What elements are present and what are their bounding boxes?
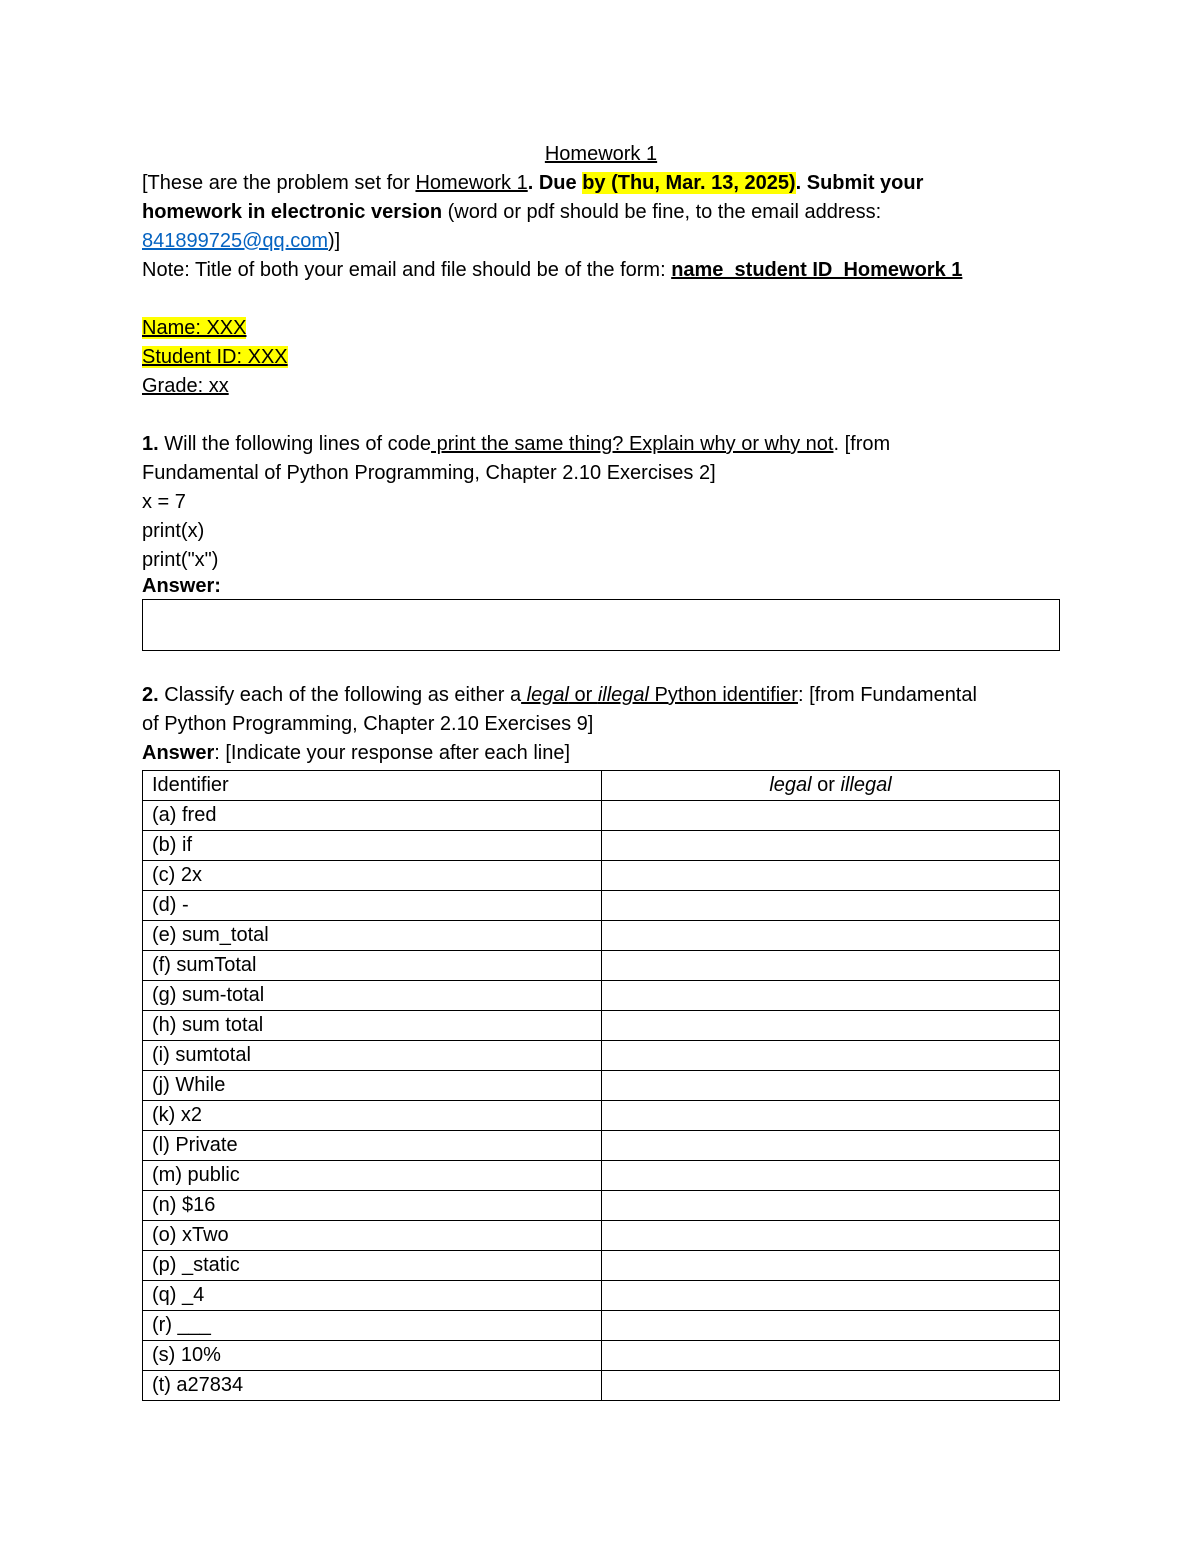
table-row (143, 921, 1060, 951)
grade: Grade: xx (142, 375, 229, 397)
table-row (143, 1251, 1060, 1281)
table-header-row (143, 771, 1060, 801)
table-row (143, 1341, 1060, 1371)
intro-line-1: [These are the problem set for Homework 1. Due by (Thu, Mar. 13, 2025). Submit your (142, 172, 924, 194)
identifier-cell: (i) sumtotal (143, 1041, 602, 1071)
identifier-cell: (o) xTwo (143, 1221, 602, 1251)
response-cell[interactable] (602, 1191, 1060, 1221)
response-cell[interactable] (602, 1161, 1060, 1191)
identifier-cell: (e) sum_total (143, 921, 602, 951)
code-line: print("x") (142, 549, 219, 571)
table-row (143, 1191, 1060, 1221)
note-line: Note: Title of both your email and file should be of the form: name_student ID_Homework 1 (142, 259, 963, 281)
intro-line-3: 841899725@qq.com)] (142, 230, 341, 252)
identifier-cell: (q) _4 (143, 1281, 602, 1311)
code-line: x = 7 (142, 491, 186, 513)
document-page (142, 140, 1060, 1401)
response-cell[interactable] (602, 1221, 1060, 1251)
identifier-cell: (g) sum-total (143, 981, 602, 1011)
identifier-cell: (h) sum total (143, 1011, 602, 1041)
table-row (143, 861, 1060, 891)
identifier-cell: (a) fred (143, 801, 602, 831)
response-cell[interactable] (602, 1131, 1060, 1161)
spacer (142, 285, 1060, 314)
table-row (143, 951, 1060, 981)
question-1-line-2: Fundamental of Python Programming, Chapter 2.10 Exercises 2] (142, 462, 716, 484)
identifier-cell: (n) $16 (143, 1191, 602, 1221)
table-row (143, 981, 1060, 1011)
table-row (143, 1011, 1060, 1041)
table-row (143, 1101, 1060, 1131)
identifier-cell: (r) ___ (143, 1311, 602, 1341)
identifier-table (142, 770, 1060, 1401)
response-cell[interactable] (602, 861, 1060, 891)
table-row (143, 1371, 1060, 1401)
response-cell[interactable] (602, 1101, 1060, 1131)
identifier-cell: (d) - (143, 891, 602, 921)
identifier-cell: (l) Private (143, 1131, 602, 1161)
response-cell[interactable] (602, 1071, 1060, 1101)
identifier-cell: (k) x2 (143, 1101, 602, 1131)
table-row (143, 1071, 1060, 1101)
header-identifier: Identifier (143, 771, 602, 801)
identifier-cell: (j) While (143, 1071, 602, 1101)
response-cell[interactable] (602, 981, 1060, 1011)
response-cell[interactable] (602, 1311, 1060, 1341)
response-cell[interactable] (602, 801, 1060, 831)
code-line: print(x) (142, 520, 205, 542)
homework-link: Homework 1 (415, 172, 528, 194)
identifier-cell: (m) public (143, 1161, 602, 1191)
table-row (143, 831, 1060, 861)
table-row (143, 1311, 1060, 1341)
response-cell[interactable] (602, 921, 1060, 951)
response-cell[interactable] (602, 1341, 1060, 1371)
response-cell[interactable] (602, 831, 1060, 861)
identifier-cell: (f) sumTotal (143, 951, 602, 981)
identifier-cell: (b) if (143, 831, 602, 861)
response-cell[interactable] (602, 951, 1060, 981)
response-cell[interactable] (602, 1251, 1060, 1281)
table-row (143, 1281, 1060, 1311)
table-row (143, 1161, 1060, 1191)
answer-label: Answer: (142, 575, 221, 597)
spacer (142, 401, 1060, 430)
spacer (142, 651, 1060, 681)
response-cell[interactable] (602, 1371, 1060, 1401)
response-cell[interactable] (602, 1281, 1060, 1311)
response-cell[interactable] (602, 1011, 1060, 1041)
due-date: by (Thu, Mar. 13, 2025) (582, 172, 796, 194)
identifier-cell: (p) _static (143, 1251, 602, 1281)
identifier-cell: (c) 2x (143, 861, 602, 891)
question-1-line-1: 1. Will the following lines of code print the same thing? Explain why or why not. [from (142, 433, 891, 455)
student-name: Name: XXX (142, 317, 247, 339)
answer-box[interactable] (142, 599, 1060, 651)
response-cell[interactable] (602, 891, 1060, 921)
email-link[interactable]: 841899725@qq.com (142, 230, 328, 252)
identifier-cell: (t) a27834 (143, 1371, 602, 1401)
intro-line-2: homework in electronic version (word or pdf should be fine, to the email address: (142, 201, 882, 223)
table-row (143, 1221, 1060, 1251)
table-row (143, 801, 1060, 831)
student-id: Student ID: XXX (142, 346, 288, 368)
answer-instruction: Answer: [Indicate your response after each line] (142, 742, 571, 764)
table-row (143, 1131, 1060, 1161)
question-2-line-1: 2. Classify each of the following as either a legal or illegal Python identifier: [from Fundamental (142, 684, 977, 706)
identifier-cell: (s) 10% (143, 1341, 602, 1371)
response-cell[interactable] (602, 1041, 1060, 1071)
table-row (143, 891, 1060, 921)
document-title: Homework 1 (544, 143, 658, 165)
question-2-line-2: of Python Programming, Chapter 2.10 Exercises 9] (142, 713, 594, 735)
file-name-format: name_student ID_Homework 1 (671, 259, 963, 281)
table-row (143, 1041, 1060, 1071)
header-legal-illegal: legal or illegal (602, 771, 1060, 801)
